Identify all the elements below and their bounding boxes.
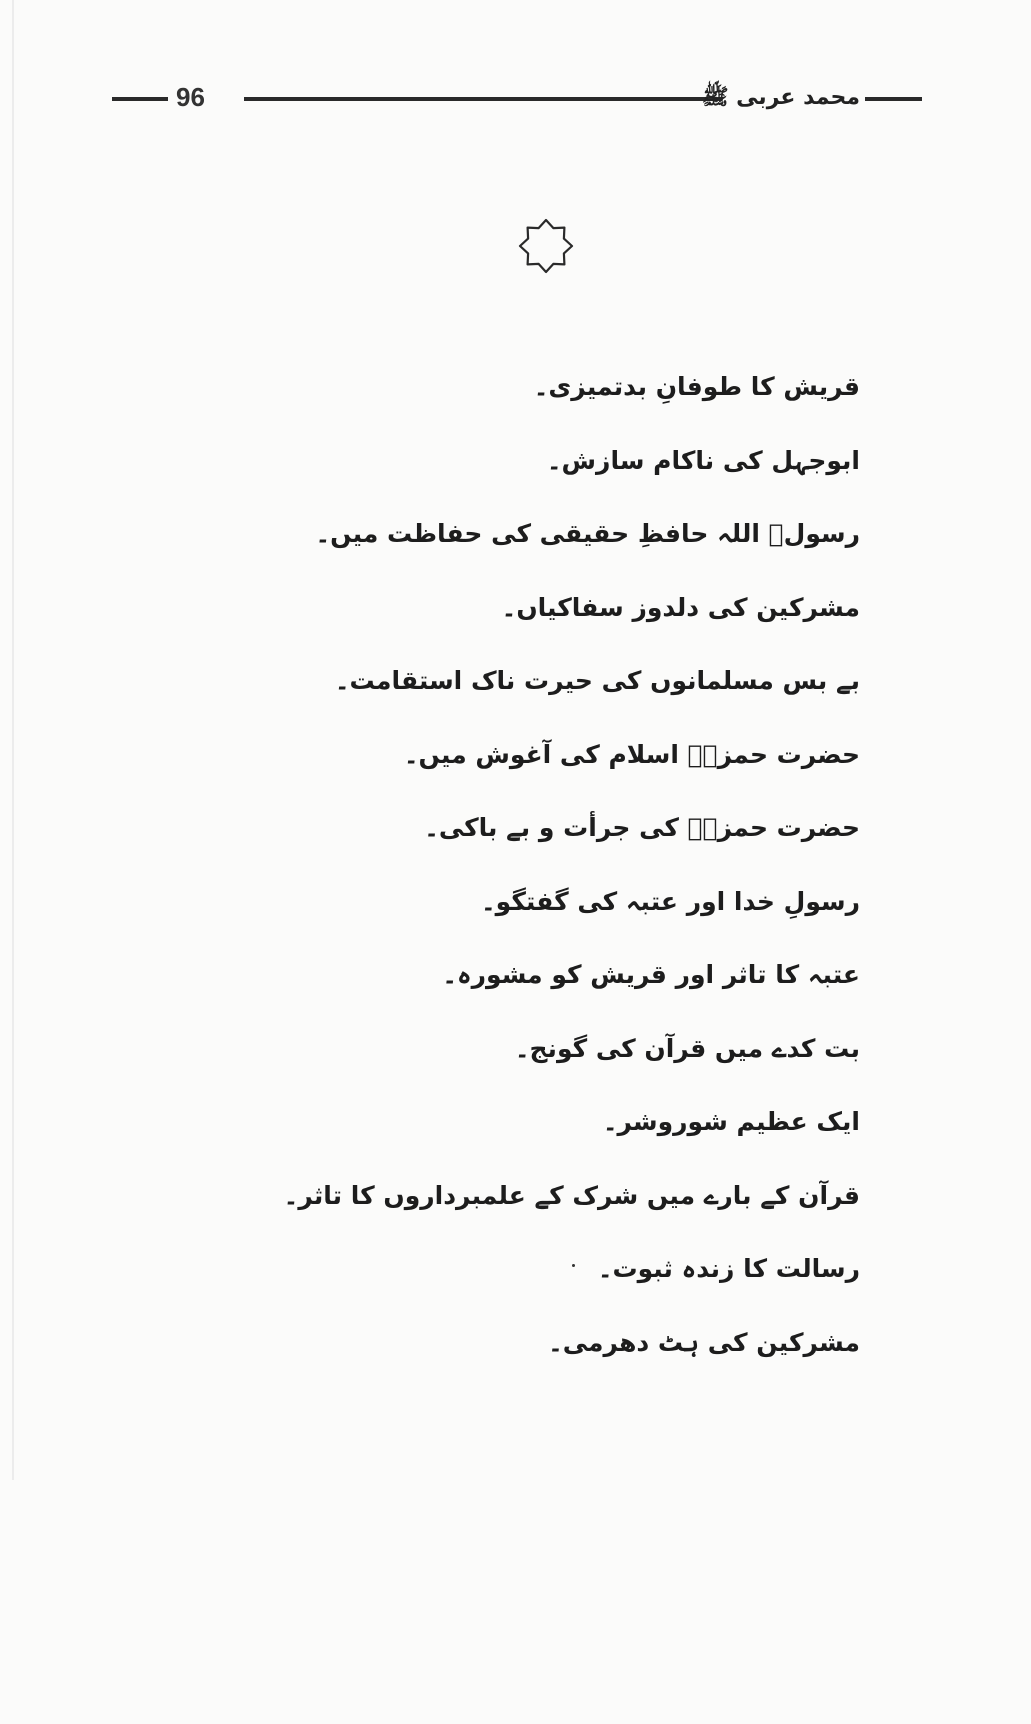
topic-item: مشرکین کی ہٹ دھرمی۔ — [548, 1327, 860, 1357]
topic-item: بت کدے میں قرآن کی گونج۔ — [514, 1033, 860, 1063]
page-edge-shadow — [12, 0, 14, 1480]
star-ornament-icon — [517, 217, 575, 275]
topic-item: بے بس مسلمانوں کی حیرت ناک استقامت۔ — [334, 666, 860, 695]
header-rule-left — [112, 97, 168, 101]
topic-item: رسولِ خدا اور عتبہ کی گفتگو۔ — [481, 886, 860, 916]
topic-list — [283, 364, 860, 1393]
topic-item: مشرکین کی دلدوز سفاکیاں۔ — [501, 592, 860, 622]
topic-item: حضرت حمزہؓ اسلام کی آغوش میں۔ — [403, 739, 860, 769]
topic-item: قرآن کے بارے میں شرک کے علمبرداروں کا تاثر۔ — [283, 1180, 860, 1210]
header-rule-right — [865, 97, 922, 101]
page-number: 96 — [176, 82, 205, 112]
print-speck — [572, 1264, 575, 1267]
topic-item: ابوجہل کی ناکام سازش۔ — [546, 445, 860, 475]
topic-item: قریش کا طوفانِ بدتمیزی۔ — [533, 372, 860, 401]
running-title: محمد عربی ﷺ — [701, 85, 860, 110]
header-rule-middle — [244, 97, 722, 101]
topic-item: حضرت حمزہؓ کی جرأت و بے باکی۔ — [424, 813, 860, 842]
topic-item: ایک عظیم شوروشر۔ — [602, 1107, 860, 1136]
topic-item: عتبہ کا تاثر اور قریش کو مشورہ۔ — [442, 960, 860, 989]
topic-item: رسالت کا زندہ ثبوت۔ — [597, 1254, 860, 1283]
topic-item: رسولؐ اللہ حافظِ حقیقی کی حفاظت میں۔ — [315, 519, 860, 548]
